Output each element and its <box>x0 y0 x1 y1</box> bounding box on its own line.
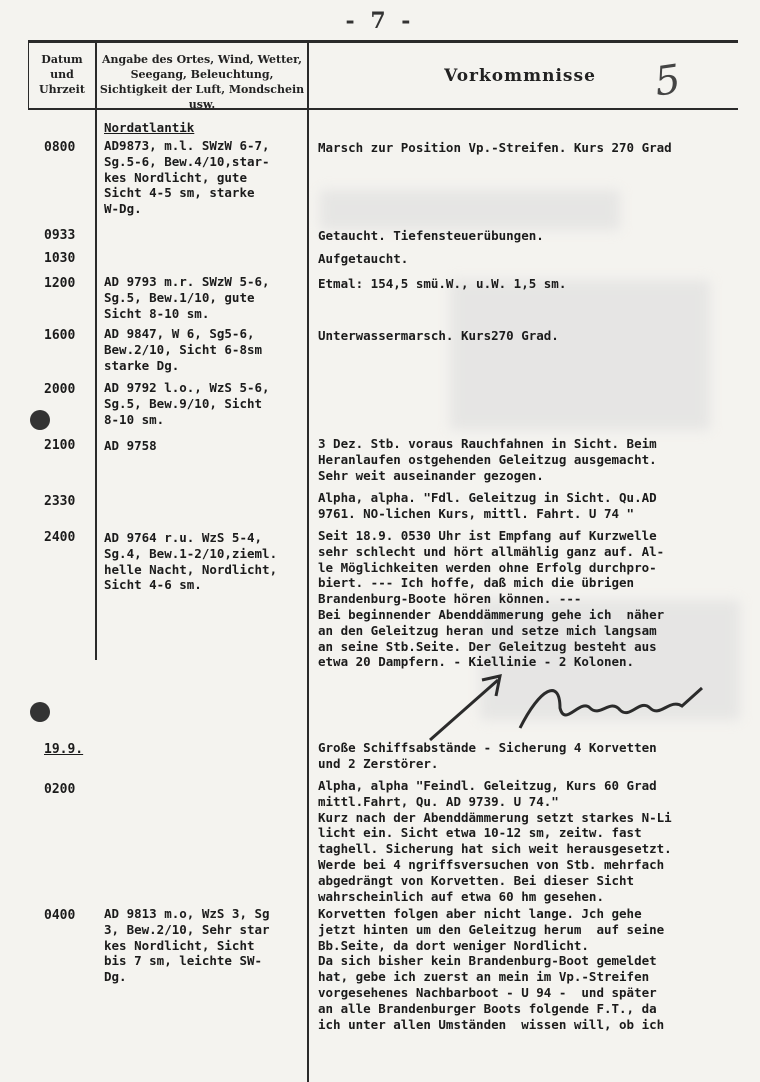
col-divider-1 <box>95 40 97 660</box>
entry-time: 1200 <box>44 276 76 291</box>
arrow-stroke <box>430 680 498 740</box>
entry-place: AD 9792 l.o., WzS 5-6, Sg.5, Bew.9/10, Sicht 8-10 sm. <box>104 380 270 427</box>
entry-event: Unterwassermarsch. Kurs270 Grad. <box>318 328 559 343</box>
entry-place: AD 9847, W 6, Sg5-6, Bew.2/10, Sicht 6-8sm starke Dg. <box>104 326 263 373</box>
handwritten-signature <box>420 668 720 748</box>
entry-time: 0933 <box>44 228 76 243</box>
entry-time: 1030 <box>44 251 76 266</box>
entry-time: 0400 <box>44 908 76 923</box>
entry-place: AD 9758 <box>104 438 157 453</box>
entry-event: Etmal: 154,5 smü.W., u.W. 1,5 sm. <box>318 276 567 291</box>
top-rule <box>28 40 738 43</box>
entry-event: Alpha, alpha "Feindl. Geleitzug, Kurs 60 Grad mittl.Fahrt, Qu. AD 9739. U 74." Kurz nach der Abenddämmerung setzt starkes N-Li licht ein. Sicht etwa 10-12 sm, zeitw. fast taghell. Sicherung hat sich weit herausgesetzt. Werde bei 4 ngriffsversuchen von Stb. mehrfach abgedrängt von Korvetten. Bei dieser Sicht wahrscheinlich auf etwa 60 hm gesehen. <box>318 778 672 904</box>
entry-event: Getaucht. Tiefensteuerübungen. <box>318 228 544 243</box>
entry-event: Alpha, alpha. "Fdl. Geleitzug in Sicht. Qu.AD 9761. NO-lichen Kurs, mittl. Fahrt. U 74 " <box>318 490 657 521</box>
entry-event: Aufgetaucht. <box>318 251 409 266</box>
col-divider-2 <box>307 40 309 1082</box>
bleed-through <box>320 190 620 230</box>
entry-event: Seit 18.9. 0530 Uhr ist Empfang auf Kurzwelle sehr schlecht und hört allmählig ganz auf. Al- le Möglichkeiten werden ohne Erfolg durchpro- biert. --- Ich hoffe, daß mich die übrigen Brandenburg-Boote hören können. --- Bei beginnender Abenddämmerung gehe ich näher an den Geleitzug heran und setze mich langsam an seine Stb.Seite. Der Geleitzug besteht aus etwa 20 Dampfern. - Kiellinie - 2 Kolonen. <box>318 528 665 670</box>
entry-time: 0800 <box>44 140 76 155</box>
entry-event: Marsch zur Position Vp.-Streifen. Kurs 270 Grad <box>318 140 672 155</box>
entry-time: 2400 <box>44 530 76 545</box>
signature-stroke <box>520 688 702 728</box>
entry-place: AD 9764 r.u. WzS 5-4, Sg.4, Bew.1-2/10,zieml. helle Nacht, Nordlicht, Sicht 4-6 sm. <box>104 530 278 593</box>
header-ort: Angabe des Ortes, Wind, Wetter, Seegang, Beleuchtung, Sichtigkeit der Luft, Mondschein usw. <box>99 53 305 111</box>
outer-left-rule <box>28 40 29 110</box>
entry-event: Große Schiffsabstände - Sicherung 4 Korvetten und 2 Zerstörer. <box>318 740 657 771</box>
header-datum: Datum und Uhrzeit <box>39 53 85 96</box>
entry-event: Korvetten folgen aber nicht lange. Jch gehe jetzt hinten um den Geleitzug herum auf seine Bb.Seite, da dort weniger Nordlicht. Da sich bisher kein Brandenburg-Boot gemeldet hat, gebe ich zuerst an mein im Vp.-Streifen vorgesehenes Nachbarboot - U 94 - und später an alle Brandenburger Boots folgende F.T., da ich unter allen Umständen wissen will, ob ich <box>318 906 665 1032</box>
header-vorkommnisse: Vorkommnisse <box>444 66 596 86</box>
region-heading: Nordatlantik <box>104 120 195 135</box>
entry-time: 2330 <box>44 494 76 509</box>
entry-time: 2000 <box>44 382 76 397</box>
punch-hole <box>30 410 50 430</box>
entry-place: AD 9813 m.o, WzS 3, Sg 3, Bew.2/10, Sehr star kes Nordlicht, Sicht bis 7 sm, leichte SW- Dg. <box>104 906 270 985</box>
bleed-through <box>450 280 710 430</box>
entry-event: 3 Dez. Stb. voraus Rauchfahnen in Sicht. Beim Heranlaufen ostgehenden Geleitzug ausgemacht. Sehr weit auseinander gezogen. <box>318 436 657 483</box>
page-number: - 7 - <box>345 8 415 34</box>
entry-place: AD9873, m.l. SWzW 6-7, Sg.5-6, Bew.4/10,star- kes Nordlicht, gute Sicht 4-5 sm, starke W-Dg. <box>104 138 270 217</box>
entry-date: 19.9. <box>44 742 84 757</box>
entry-time: 0200 <box>44 782 76 797</box>
entry-place: AD 9793 m.r. SWzW 5-6, Sg.5, Bew.1/10, gute Sicht 8-10 sm. <box>104 274 270 321</box>
entry-time: 1600 <box>44 328 76 343</box>
handwritten-mark: 5 <box>651 56 684 106</box>
punch-hole <box>30 702 50 722</box>
entry-time: 2100 <box>44 438 76 453</box>
